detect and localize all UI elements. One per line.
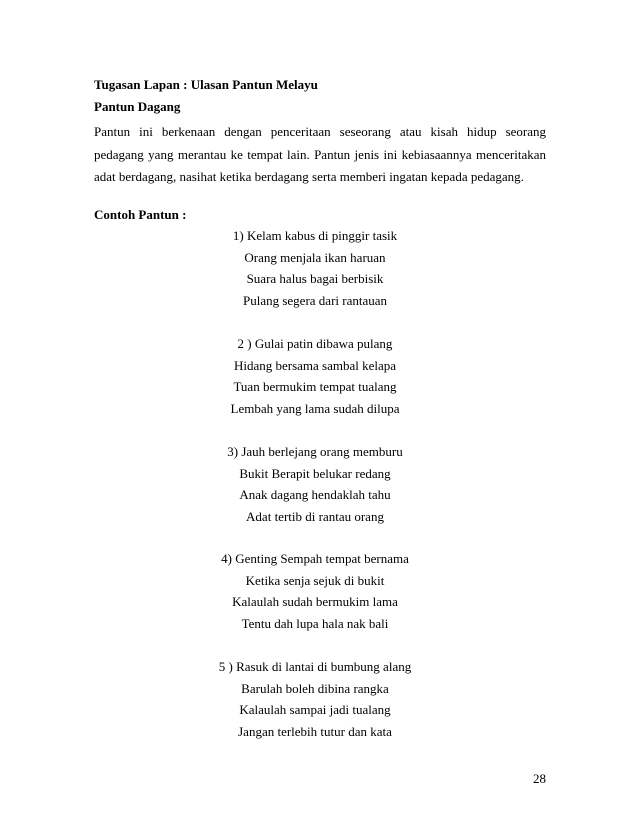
stanza-line: 5 ) Rasuk di lantai di bumbung alang [218,659,412,674]
stanza-line: 4) Genting Sempah tempat bernama [221,551,409,566]
pantun-stanza-3 [200,441,430,527]
stanza-line: 3) Jauh berlejang orang memburu [227,444,403,459]
pantun-stanza-2 [200,333,430,419]
pantun-stanza-4 [200,548,430,634]
stanza-line: Anak dagang hendaklah tahu [239,487,391,502]
body-paragraph: Pantun ini berkenaan dengan penceritaan seseorang atau kisah hidup seorang pedagang yang merantau ke tempat lain. Pantun jenis ini kebiasaannya menceritakan adat berdagang, nasihat ketika berdagang serta memberi ingatan kepada pedagang. [94,124,546,184]
stanza-line: Barulah boleh dibina rangka [241,680,389,696]
stanza-line: Pulang segera dari rantauan [242,292,388,308]
stanza-line: Hidang bersama sambal kelapa [233,357,397,373]
document-title: Tugasan Lapan : Ulasan Pantun Melayu [94,77,318,92]
page-number: 28 [533,771,546,786]
pantun-stanza-5 [200,656,430,742]
stanza-line: Kalaulah sudah bermukim lama [232,594,398,609]
stanza-line: Lembah yang lama sudah dilupa [230,400,400,416]
stanza-line: Ketika senja sejuk di bukit [245,572,385,588]
stanza-line: Jangan terlebih tutur dan kata [238,723,392,739]
stanza-line: 1) Kelam kabus di pinggir tasik [232,228,398,243]
stanza-line: Orang menjala ikan haruan [244,249,386,265]
examples-heading: Contoh Pantun : [94,207,187,222]
stanza-line: 2 ) Gulai patin dibawa pulang [237,336,393,351]
pantun-stanza-1 [200,225,430,311]
stanza-line: Adat tertib di rantau orang [246,508,384,524]
section-heading: Pantun Dagang [94,99,181,114]
stanza-line: Bukit Berapit belukar redang [239,465,391,481]
stanza-line: Tuan bermukim tempat tualang [233,379,397,394]
stanza-line: Tentu dah lupa hala nak bali [241,615,389,631]
stanza-line: Suara halus bagai berbisik [246,271,384,286]
stanza-line: Kalaulah sampai jadi tualang [239,702,391,717]
